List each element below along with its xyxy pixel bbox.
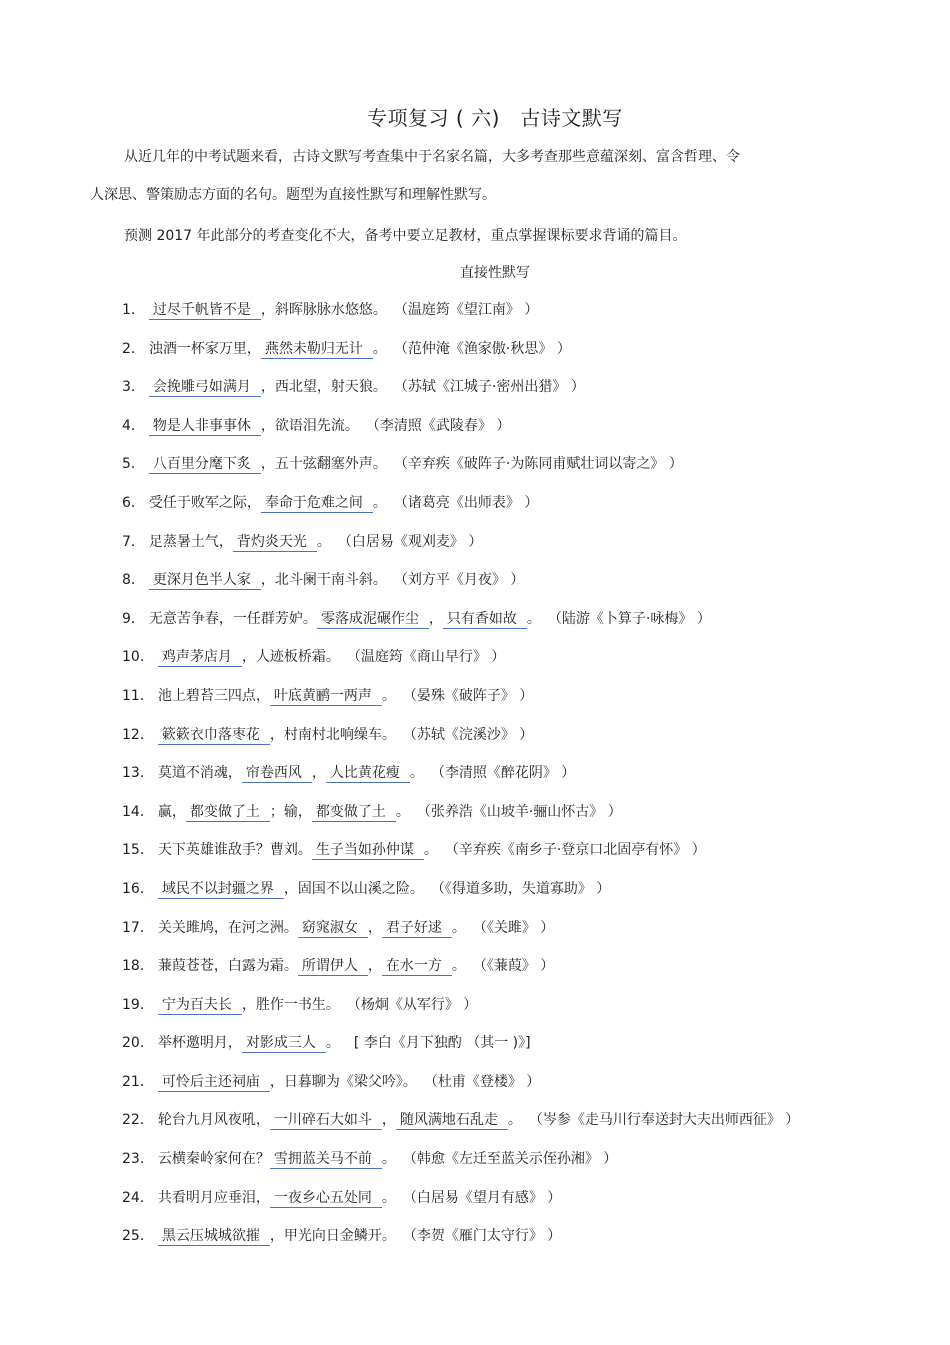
question-source: （韩愈《左迁至蓝关示侄孙湘》 ） bbox=[409, 1151, 618, 1168]
question-prefix: 蒹葭苍苍，白露为霜。 bbox=[157, 958, 298, 975]
question-item bbox=[122, 416, 932, 455]
question-number: 4． bbox=[122, 417, 145, 434]
question-middle: 。 bbox=[372, 494, 387, 511]
answer-blank: 过尽千帆皆不是 bbox=[149, 302, 261, 320]
question-item bbox=[122, 570, 932, 609]
question-item bbox=[122, 802, 932, 841]
question-middle: ，斜晖脉脉水悠悠。 bbox=[260, 302, 387, 318]
answer-blank: 只有香如故 bbox=[443, 611, 527, 629]
question-item bbox=[122, 1149, 932, 1188]
answer-blank: 更深月色半人家 bbox=[149, 572, 261, 590]
question-middle: 。 bbox=[316, 533, 331, 550]
question-item bbox=[122, 763, 932, 802]
question-middle: ，北斗阑干南斗斜。 bbox=[260, 572, 387, 589]
question-item bbox=[122, 840, 932, 879]
question-number: 10． bbox=[122, 649, 154, 666]
question-number: 17． bbox=[122, 919, 154, 936]
question-middle: ，甲光向日金鳞开。 bbox=[269, 1228, 396, 1245]
question-middle: ，五十弦翻塞外声。 bbox=[260, 456, 387, 473]
question-item bbox=[122, 493, 932, 532]
question-suffix: 。 bbox=[526, 610, 541, 627]
answer-blank: 窈窕淑女 bbox=[298, 920, 368, 938]
answer-blank: 会挽雕弓如满月 bbox=[149, 379, 261, 397]
answer-blank: 所谓伊人 bbox=[298, 958, 368, 976]
question-prefix: 轮台九月风夜吼， bbox=[157, 1112, 270, 1129]
answer-blank: 雪拥蓝关马不前 bbox=[270, 1151, 382, 1169]
question-item bbox=[122, 879, 932, 918]
question-item bbox=[122, 1072, 932, 1111]
question-prefix: 举杯邀明月， bbox=[157, 1035, 242, 1052]
question-item bbox=[122, 1110, 932, 1149]
question-middle: 。 bbox=[423, 842, 438, 859]
question-middle: ， bbox=[428, 610, 443, 627]
question-middle: ，西北望，射天狼。 bbox=[260, 379, 387, 396]
question-source: （杜甫《登楼》 ） bbox=[430, 1073, 541, 1090]
answer-blank: 生子当如孙仲谋 bbox=[312, 842, 424, 860]
question-item bbox=[122, 647, 932, 686]
question-source: （白居易《观刈麦》 ） bbox=[344, 533, 483, 550]
question-source: [ 李白《月下独酌 （其一 )》] bbox=[353, 1035, 531, 1052]
question-item bbox=[122, 725, 932, 764]
question-source: （《蒹葭》 ） bbox=[479, 958, 555, 975]
question-number: 13． bbox=[122, 765, 154, 782]
question-number: 22． bbox=[122, 1112, 154, 1129]
question-source: （晏殊《破阵子》 ） bbox=[409, 687, 534, 704]
question-prefix: 莫道不消魂， bbox=[157, 765, 242, 782]
answer-blank: 都变做了土 bbox=[186, 804, 270, 822]
answer-blank: 奉命于危难之间 bbox=[261, 495, 373, 513]
question-item bbox=[122, 956, 932, 995]
question-item bbox=[122, 686, 932, 725]
question-source: （陆游《卜算子·咏梅》 ） bbox=[554, 610, 711, 627]
question-number: 14． bbox=[122, 803, 154, 820]
answer-blank: 一夜乡心五处同 bbox=[270, 1190, 382, 1208]
answer-blank: 可怜后主还祠庙 bbox=[158, 1074, 270, 1092]
question-list bbox=[122, 300, 932, 1265]
question-suffix: 。 bbox=[409, 765, 424, 782]
answer-blank: 在水一方 bbox=[382, 958, 452, 976]
question-number: 18． bbox=[122, 958, 154, 975]
question-suffix: 。 bbox=[451, 958, 466, 975]
question-suffix: 。 bbox=[395, 803, 410, 820]
question-prefix: 天下英雄谁敌手？曹刘。 bbox=[157, 842, 312, 859]
question-item bbox=[122, 377, 932, 416]
question-number: 9． bbox=[122, 610, 145, 627]
question-number: 21． bbox=[122, 1073, 154, 1090]
answer-blank: 都变做了土 bbox=[312, 804, 396, 822]
answer-blank: 人比黄花瘦 bbox=[326, 765, 410, 783]
question-source: （刘方平《月夜》 ） bbox=[400, 572, 525, 589]
question-item bbox=[122, 995, 932, 1034]
answer-blank: 对影成三人 bbox=[242, 1035, 326, 1053]
question-prefix: 关关雎鸠，在河之洲。 bbox=[157, 919, 298, 936]
question-suffix: 。 bbox=[451, 919, 466, 936]
question-source: （白居易《望月有感》 ） bbox=[409, 1189, 562, 1206]
question-source: （《关雎》 ） bbox=[479, 919, 555, 936]
question-source: （李清照《醉花阴》 ） bbox=[437, 765, 576, 782]
question-prefix: 赢， bbox=[157, 803, 186, 820]
answer-blank: 零落成泥碾作尘 bbox=[317, 611, 429, 629]
question-number: 20． bbox=[122, 1035, 154, 1052]
question-middle: 。 bbox=[372, 340, 387, 357]
question-item bbox=[122, 918, 932, 957]
question-number: 6． bbox=[122, 494, 145, 511]
question-middle: ，胜作一书生。 bbox=[241, 996, 340, 1013]
answer-blank: 随风满地石乱走 bbox=[396, 1112, 508, 1130]
question-middle: ， bbox=[381, 1112, 396, 1129]
question-middle: ；输， bbox=[269, 803, 312, 820]
question-number: 2． bbox=[122, 340, 145, 357]
question-number: 5． bbox=[122, 456, 145, 473]
intro-line-2: 人深思、警策励志方面的名句。题型为直接性默写和理解性默写。 bbox=[90, 187, 496, 203]
answer-blank: 域民不以封疆之界 bbox=[158, 881, 284, 899]
question-number: 19． bbox=[122, 996, 154, 1013]
question-middle: ， bbox=[367, 958, 382, 975]
question-item bbox=[122, 1188, 932, 1227]
question-middle: 。 bbox=[381, 1189, 396, 1206]
page-title: 专项复习 ( 六) 古诗文默写 bbox=[367, 106, 623, 130]
question-item bbox=[122, 1033, 932, 1072]
question-source: （苏轼《浣溪沙》 ） bbox=[409, 726, 534, 743]
question-middle: 。 bbox=[381, 687, 396, 704]
answer-blank: 物是人非事事休 bbox=[149, 418, 261, 436]
question-number: 23． bbox=[122, 1151, 154, 1168]
question-middle: ，村南村北响缲车。 bbox=[269, 726, 396, 743]
question-prefix: 共看明月应垂泪， bbox=[157, 1189, 270, 1206]
question-suffix: 。 bbox=[507, 1112, 522, 1129]
answer-blank: 叶底黄鹂一两声 bbox=[270, 688, 382, 706]
question-source: （李清照《武陵春》 ） bbox=[372, 417, 511, 434]
question-prefix: 足蒸暑土气， bbox=[148, 533, 233, 550]
question-number: 15． bbox=[122, 842, 154, 859]
question-middle: 。 bbox=[381, 1151, 396, 1168]
intro-paragraph bbox=[90, 147, 790, 205]
question-source: （岑参《走马川行奉送封大夫出师西征》 ） bbox=[535, 1112, 800, 1129]
question-source: （辛弃疾《南乡子·登京口北固亭有怀》 ） bbox=[451, 842, 706, 859]
question-item bbox=[122, 532, 932, 571]
answer-blank: 燕然未勒归无计 bbox=[261, 341, 373, 359]
question-middle: ，人迹板桥霜。 bbox=[241, 649, 340, 666]
question-source: （张养浩《山坡羊·骊山怀古》 ） bbox=[423, 803, 622, 820]
question-number: 16． bbox=[122, 880, 154, 897]
question-middle: ， bbox=[367, 919, 382, 936]
question-item bbox=[122, 1226, 932, 1265]
question-middle: ，固国不以山溪之险。 bbox=[283, 880, 424, 897]
question-prefix: 受任于败军之际， bbox=[148, 494, 261, 511]
question-prefix: 池上碧苔三四点， bbox=[157, 687, 270, 704]
question-prefix: 浊酒一杯家万里， bbox=[148, 340, 261, 357]
question-source: （杨炯《从军行》 ） bbox=[353, 996, 478, 1013]
question-number: 7． bbox=[122, 533, 145, 550]
question-source: （《得道多助，失道寡助》 ） bbox=[437, 880, 611, 897]
question-source: （范仲淹《渔家傲·秋思》 ） bbox=[400, 340, 571, 357]
intro-prediction: 预测 2017 年此部分的考查变化不大，备考中要立足教材，重点掌握课标要求背诵的篇目。 bbox=[124, 228, 687, 244]
answer-blank: 鸡声茅店月 bbox=[158, 649, 242, 667]
question-source: （温庭筠《商山早行》 ） bbox=[353, 649, 506, 666]
answer-blank: 一川碎石大如斗 bbox=[270, 1112, 382, 1130]
question-source: （辛弃疾《破阵子·为陈同甫赋壮词以寄之》 ） bbox=[400, 456, 683, 473]
question-prefix: 无意苦争春，一任群芳妒。 bbox=[148, 610, 317, 627]
answer-blank: 八百里分麾下炙 bbox=[149, 456, 261, 474]
question-source: （诸葛亮《出师表》 ） bbox=[400, 494, 539, 511]
question-number: 1． bbox=[122, 302, 145, 318]
intro-line-1: 从近几年的中考试题来看，古诗文默写考查集中于名家名篇，大多考查那些意蕴深刻、富含哲理、令 bbox=[124, 149, 740, 165]
question-item bbox=[122, 609, 932, 648]
answer-blank: 簌簌衣巾落枣花 bbox=[158, 727, 270, 745]
question-source: （苏轼《江城子·密州出猎》 ） bbox=[400, 379, 585, 396]
answer-blank: 黑云压城城欲摧 bbox=[158, 1228, 270, 1246]
question-number: 25． bbox=[122, 1228, 154, 1245]
question-middle: ， bbox=[311, 765, 326, 782]
question-number: 24． bbox=[122, 1189, 154, 1206]
question-number: 8． bbox=[122, 572, 145, 589]
question-item bbox=[122, 339, 932, 378]
question-number: 3． bbox=[122, 379, 145, 396]
question-item bbox=[122, 454, 932, 493]
answer-blank: 背灼炎天光 bbox=[233, 534, 317, 552]
section-title: 直接性默写 bbox=[460, 265, 530, 281]
question-prefix: 云横秦岭家何在？ bbox=[157, 1151, 270, 1168]
answer-blank: 宁为百夫长 bbox=[158, 997, 242, 1015]
question-number: 12． bbox=[122, 726, 154, 743]
question-item bbox=[122, 300, 932, 339]
question-middle: ，欲语泪先流。 bbox=[260, 417, 359, 434]
answer-blank: 君子好逑 bbox=[382, 920, 452, 938]
question-middle: ，日暮聊为《梁父吟》。 bbox=[269, 1073, 417, 1090]
question-source: （李贺《雁门太守行》 ） bbox=[409, 1228, 562, 1245]
question-middle: 。 bbox=[325, 1035, 340, 1052]
answer-blank: 帘卷西风 bbox=[242, 765, 312, 783]
question-number: 11． bbox=[122, 687, 154, 704]
question-source: （温庭筠《望江南》 ） bbox=[400, 302, 539, 318]
